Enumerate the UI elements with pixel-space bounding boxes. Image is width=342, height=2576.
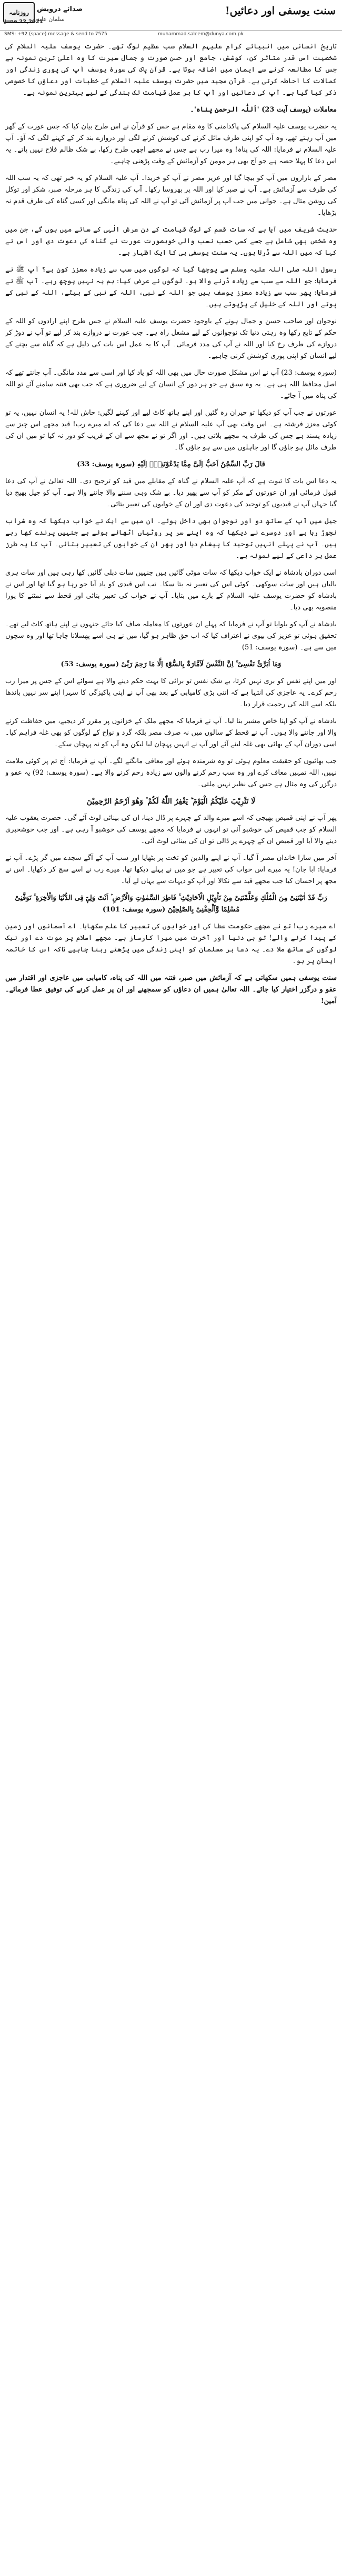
meta-row [0,19,342,25]
paragraph: بادشاہ نے آپ کو اپنا خاص مشیر بنا لیا۔ آپ نے فرمایا کہ مجھے ملک کے خزانوں پر مقرر کر دیجیے، میں حفاظت کرنے والا اور جاننے والا ہوں۔ آپ نے قحط کے سالوں میں نہ صرف مصر بلکہ گرد و نواح کے لوگوں کو بھی غلہ فراہم کیا۔ اسی دوران آپ کے بھائی بھی غلہ لینے آئے اور آپ نے انہیں پہچان لیا لیکن وہ آپ کو نہ پہچان سکے۔ [5,717,337,748]
quran-verse: وَمَاۤ اُبَرِّئُ نَفْسِیْ ۚ اِنَّ النَّفْسَ لَاَمَّارَةٌۢ بِالسُّوْٓءِ اِلَّا مَا رَحِمَ رَبِّیْ (سورہ یوسف: 53) [61,660,281,668]
author-name: سلمان عابد [37,16,65,23]
paragraph: نوجوان اور صاحب حسن و جمال ہونے کے باوجود حضرت یوسف علیہ السلام نے جس طرح اپنے ارادوں کو اللہ کے حکم کے تابع رکھا وہ رہتی دنیا تک نوجوانوں کے لیے مشعل راہ ہے۔ جب عورت نے دروازے بند کر لیے تو آپ نے دوڑ کر دروازے کی طرف رخ کیا اور اللہ نے آپ کی مدد فرمائی۔ آپ کا یہ عمل اس بات کی دلیل ہے کہ گناہ سے بچنے کے لیے انسان کو اپنی پوری کوشش کرنی چاہیے۔ [5,317,337,360]
paragraph: یہ دعا اس بات کا ثبوت ہے کہ آپ علیہ السلام نے گناہ کے مقابلے میں قید کو ترجیح دی۔ اللہ تعالیٰ نے آپ کی دعا قبول فرمائی اور ان عورتوں کے مکر کو آپ سے پھیر دیا۔ بے شک وہی سننے والا جاننے والا ہے۔ آپ کو جیل بھیج دیا گیا جہاں آپ نے قیدیوں کو توحید کی دعوت دی اور ان کے خوابوں کی تعبیر بتائی۔ [5,477,337,508]
paragraph: اسی دوران بادشاہ نے ایک خواب دیکھا کہ سات موٹی گائیں ہیں جنہیں سات دبلی گائیں کھا رہی ہیں اور سات ہری بالیاں ہیں اور سات سوکھی۔ کوئی اس کی تعبیر نہ بتا سکا۔ تب اس قیدی کو یاد آیا جو رہا ہو گیا تھا اور اس نے بادشاہ کو حضرت یوسف علیہ السلام کے بارے میں بتایا۔ آپ نے خواب کی تعبیر بتائی اور قحط سے نمٹنے کا پورا منصوبہ بھی دیا۔ [5,569,337,612]
paragraph: اور میں اپنے نفس کو بری نہیں کرتا، بے شک نفس تو برائی کا بہت حکم دینے والا ہے سوائے اس کے جس پر میرا رب رحم کرے۔ یہ عاجزی کی انتہا ہے کہ اتنی بڑی کامیابی کے بعد بھی آپ نے اپنی پاکیزگی کا سہرا اپنے سر نہیں باندھا بلکہ اسے اللہ کی رحمت قرار دیا۔ [5,677,337,708]
logo-text: روزنامہ [9,9,29,16]
paragraph: پھر آپ نے اپنی قمیص بھیجی کہ اسے میرے والد کے چہرے پر ڈال دینا، ان کی بینائی لوٹ آئے گی۔ حضرت یعقوب علیہ السلام کو جب قمیص کی خوشبو آئی تو انہوں نے فرمایا کہ مجھے یوسف کی خوشبو آ رہی ہے۔ اور جب خوشخبری دینے والا آیا اور قمیص ان کے چہرے پر ڈالی تو ان کی بینائی لوٹ آئی۔ [5,814,337,845]
paragraph: آخر میں سارا خاندان مصر آ گیا۔ آپ نے اپنے والدین کو تخت پر بٹھایا اور سب آپ کے آگے سجدے میں گر پڑے۔ آپ نے فرمایا: ابا جان! یہ میرے اس خواب کی تعبیر ہے جو میں نے پہلے دیکھا تھا، میرے رب نے اسے سچ کر دکھایا۔ اس نے مجھ پر احسان کیا جب مجھے قید سے نکالا اور آپ کو دیہات سے یہاں لے آیا۔ [5,854,337,885]
paragraph: تاریخ انسانی میں انبیائے کرام علیہم السلام سب عظیم لوگ تھے۔ حضرت یوسف علیہ السلام کی شخصیت اس قدر متاثر کن، کوشش، جامع اور حسن صورت و جمال سیرت کا وہ اعلیٰ ترین نمونہ ہے جس کا مطالعہ کرنے سے ایمان میں اضافہ ہوتا ہے۔ قرآن پاک کی سورۂ یوسف آپ کی پوری زندگی اور کمالات کا احاطہ کرتی ہے۔ قرآن مجید میں حضرت یوسف علیہ السلام کے خطبات اور دعاؤں کا خصوصی ذکر کیا گیا ہے۔ آپ کی دعائیں اور آپ کا ہر عمل قیامت تک بندگی کے لیے بہترین نمونہ ہے۔ [5,43,337,97]
paragraph: اے میرے رب! تو نے مجھے حکومت عطا کی اور خوابوں کی تعبیر کا علم سکھایا۔ اے آسمانوں اور زمین کے پیدا کرنے والے! تو ہی دنیا اور آخرت میں میرا کارساز ہے۔ مجھے اسلام پر موت دے اور نیک لوگوں کے ساتھ ملا دے۔ یہ دعا ہر مسلمان کو اپنی زندگی میں پڑھتے رہنا چاہیے تاکہ اس کا خاتمہ ایمان پر ہو۔ [5,923,337,965]
paragraph: رسول اللہ صلی اللہ علیہ وسلم سے پوچھا گیا کہ لوگوں میں سب سے زیادہ معزز کون ہے؟ آپ ﷺ نے فرمایا: جو اللہ سے سب سے زیادہ ڈرنے والا ہو۔ لوگوں نے عرض کیا: ہم یہ نہیں پوچھ رہے۔ آپ ﷺ نے فرمایا: پھر سب سے زیادہ معزز یوسف ہیں جو اللہ کے نبی، اللہ کے نبی کے بیٹے، اللہ کے نبی کے پوتے اور اللہ کے خلیل کے پڑپوتے ہیں۔ [5,266,337,308]
publish-date: June 22,2021 [4,19,43,25]
paragraph: جیل میں آپ کے ساتھ دو اور نوجوان بھی داخل ہوئے۔ ان میں سے ایک نے خواب دیکھا کہ وہ شراب نچوڑ رہا ہے اور دوسرے نے دیکھا کہ وہ اپنے سر پر روٹیاں اٹھائے ہوئے ہے جنہیں پرندے کھا رہے ہیں۔ آپ نے پہلے انہیں توحید کا پیغام دیا اور پھر ان کے خوابوں کی تعبیر بتائی۔ آپ کا یہ طرز عمل ہر داعی کے لیے نمونہ ہے۔ [5,517,337,560]
article-body [5,41,337,2571]
article-header [0,0,342,31]
paragraph: بادشاہ نے آپ کو بلوایا تو آپ نے فرمایا کہ پہلے ان عورتوں کا معاملہ صاف کیا جائے جنہوں نے اپنے ہاتھ کاٹ لیے تھے۔ تحقیق ہوئی تو عزیز کی بیوی نے اعتراف کیا کہ اب حق ظاہر ہو گیا، میں نے ہی اسے پھسلانا چاہا تھا اور وہ سچوں میں سے ہے۔ (سورہ یوسف: 51) [5,620,337,651]
paragraph: حدیث شریف میں آیا ہے کہ سات قسم کے لوگ قیامت کے دن عرش الٰہی کے سائے میں ہوں گے، جن میں وہ شخص بھی شامل ہے جسے کسی حسب نسب والی خوبصورت عورت نے گناہ کی دعوت دی اور اس نے کہا کہ میں اللہ سے ڈرتا ہوں۔ یہ سنت یوسفی ہی کا ایک اظہار ہے۔ [5,226,337,257]
author-email[interactable]: muhammad.saleem@dunya.com.pk [158,32,244,37]
paragraph: جب بھائیوں کو حقیقت معلوم ہوئی تو وہ شرمندہ ہوئے اور معافی مانگنے لگے۔ آپ نے فرمایا: آج تم پر کوئی ملامت نہیں، اللہ تمہیں معاف کرے اور وہ سب رحم کرنے والوں سے زیادہ رحم کرنے والا ہے۔ (سورہ یوسف: 92) یہ عفو و درگزر کی وہ مثال ہے جس کی نظیر نہیں ملتی۔ [5,757,337,788]
quran-verse: لَا تَثْرِیْبَ عَلَیْكُمُ الْیَوْمَ ؕ یَغْفِرُ اللّٰهُ لَكُمْ ۫ وَهُوَ اَرْحَمُ الرّٰحِمِیْنَ [86,797,256,806]
column-name: صدائے درویش [37,5,83,13]
paragraph: یہ حضرت یوسف علیہ السلام کی پاکدامنی کا وہ مقام ہے جس کو قرآن نے اس طرح بیان کیا کہ جس عورت کے گھر میں آپ رہتے تھے، وہ آپ کو اپنی طرف مائل کرنے کی کوشش کرنے لگی اور دروازے بند کر کے کہنے لگی کہ آؤ۔ آپ علیہ السلام نے فرمایا: اللہ کی پناہ! وہ میرا رب ہے جس نے مجھے اچھی طرح رکھا، بے شک ظالم فلاح نہیں پاتے۔ یہ اس دعا کا پہلا حصہ ہے جو آج بھی ہر مومن کو آزمائش کے وقت پڑھنی چاہیے۔ [5,123,337,165]
paragraph: مصر کے بازاروں میں آپ کو بیچا گیا اور عزیز مصر نے آپ کو خریدا۔ آپ علیہ السلام کو یہ خبر تھی کہ یہ سب اللہ کی طرف سے آزمائش ہے۔ آپ نے صبر کیا اور اللہ پر بھروسا رکھا۔ آپ کی زندگی کا ہر مرحلہ صبر، شکر اور توکل کی روشن مثال ہے۔ جوانی میں جب آپ پر آزمائش آئی تو آپ نے اللہ کی پناہ مانگی اور کسی گناہ کی طرف قدم نہ بڑھایا۔ [5,174,337,217]
paragraph: عورتوں نے جب آپ کو دیکھا تو حیران رہ گئیں اور اپنے ہاتھ کاٹ لیے اور کہنے لگیں: حاش للہ! یہ انسان نہیں، یہ تو کوئی معزز فرشتہ ہے۔ اس وقت بھی آپ علیہ السلام نے اللہ سے دعا کی کہ اے میرے رب! قید مجھے اس چیز سے زیادہ پسند ہے جس کی طرف یہ مجھے بلاتی ہیں۔ اور اگر تو نے مجھ سے ان کے فریب کو دور نہ کیا تو میں ان کی طرف مائل ہو جاؤں گا اور جاہلوں میں سے ہو جاؤں گا۔ [5,409,337,452]
quran-verse: قالَ رَبِّ السِّجْنُ اَحَبُّ اِلَیَّ مِمَّا یَدْعُوْنَنِیْۤ اِلَیْهِ (سورہ یوسف: 33) [77,460,265,468]
paragraph: معاملات (یوسف آیت 23) 'اَللّٰہ الرحمن پناہ'۔ [190,106,337,114]
closing-paragraph: سنت یوسفی ہمیں سکھاتی ہے کہ آزمائش میں صبر، فتنہ میں اللہ کی پناہ، کامیابی میں عاجزی اور اقتدار میں عفو و درگزر اختیار کیا جائے۔ اللہ تعالیٰ ہمیں ان دعاؤں کو سمجھنے اور ان پر عمل کرنے کی توفیق عطا فرمائے۔ آمین! [5,974,337,1005]
sms-info: SMS: +92 (space) message & send to 7575 [4,32,107,37]
quran-verse: رَبِّ قَدْ اٰتَیْتَنِیْ مِنَ الْمُلْكِ وَعَلَّمْتَنِیْ مِنْ تَاْوِیْلِ الْاَحَادِیْثِ ۚ فَاطِرَ السَّمٰوٰتِ وَالْاَرْضِ ۫ اَنْتَ وَلِیّٖ فِی الدُّنْیَا وَالْاٰخِرَةِ ۚ تَوَفَّنِیْ مُسْلِمًا وَّاَلْحِقْنِیْ بِالصّٰلِحِیْنَ (سورہ یوسف: 101) [15,894,327,914]
article-title: سنت یوسفی اور دعائیں! [225,4,336,17]
paragraph: (سورہ یوسف: 23) آپ نے اس مشکل صورت حال میں بھی اللہ کو یاد کیا اور اسی سے مدد مانگی۔ آپ جانتے تھے کہ اصل محافظ اللہ ہی ہے۔ یہ وہ سبق ہے جو ہر دور کے انسان کے لیے ضروری ہے کہ جب بھی فتنہ سامنے آئے تو اللہ کی پناہ میں آ جائے۔ [5,369,337,400]
